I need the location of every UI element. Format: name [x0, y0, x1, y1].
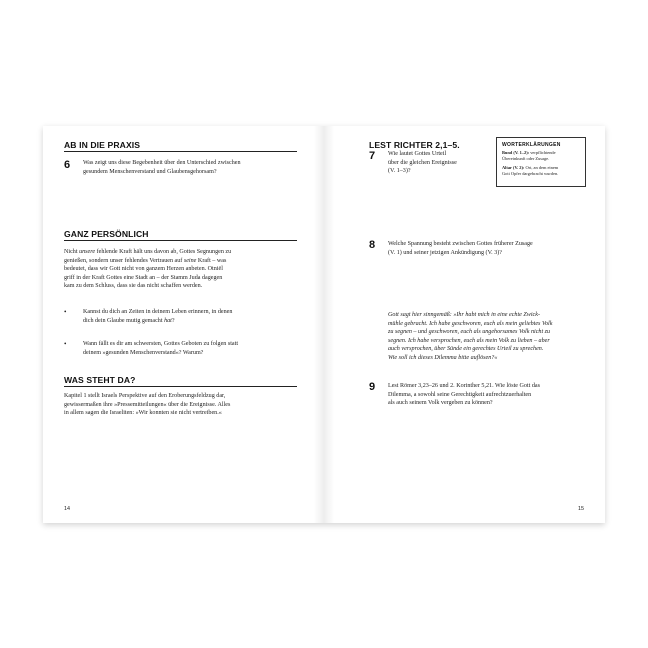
- page-number-left: 14: [64, 506, 70, 512]
- heading-lest-richter: LEST RICHTER 2,1–5.: [369, 140, 460, 150]
- text-line: Was zeigt uns diese Begebenheit über den Unterschied zwischen: [83, 160, 241, 166]
- text-line: auch versprochen, über Sünde ein gerechtes Urteil zu sprechen.: [388, 346, 544, 353]
- text-line: genießen, sondern unser fehlendes Vertrauen auf seine Kraft – was: [64, 257, 227, 264]
- text-line: als auch seinem Volk vergeben zu können?: [388, 400, 493, 407]
- text-line: mühle gebracht. Ich habe geschworen, euch als mein geliebtes Volk: [388, 320, 553, 327]
- question-number-6: 6: [64, 159, 71, 171]
- question-number-9: 9: [369, 381, 376, 393]
- text-line: Kapitel 1 stellt Israels Perspektive auf den Eroberungsfeldzug dar,: [64, 393, 226, 399]
- was-steht-da-paragraph: [64, 392, 304, 418]
- text-line: Wie soll ich dieses Dilemma bitte auflösen?«: [388, 354, 498, 361]
- text-line: kam zu dem Schluss, dass sie das nicht schaffen werden.: [64, 283, 203, 290]
- text-line: (V. 1–3)?: [388, 168, 411, 175]
- text-line: griff in der Kraft Gottes eine Stadt an – der Stamm Juda dagegen: [64, 274, 223, 281]
- text-line: Wie lautet Gottes Urteil: [388, 151, 447, 157]
- heading-was-steht-da: WAS STEHT DA?: [64, 375, 136, 385]
- personal-paragraph: [64, 248, 304, 291]
- text-line: Kannst du dich an Zeiten in deinem Leben erinnern, in denen: [83, 309, 233, 315]
- glossary-entry-altar: Altar (V. 2): Ort, an dem einem Gott Opfer dargebracht wurden.: [502, 165, 559, 176]
- heading-ab-in-die-praxis: AB IN DIE PRAXIS: [64, 140, 141, 150]
- book-spread: [43, 126, 605, 523]
- question-8-text: [388, 240, 533, 257]
- text-line: segnen. Ich habe versprochen, euch als mein Volk zu lieben – aber: [388, 337, 550, 344]
- text-line: gewissermaßen ihre »Pressemitteilungen« über die Ereignisse. Alles: [64, 401, 231, 408]
- glossary-entry-bund: Bund (V. 1–2): verpflichtende Übereinkunft oder Zusage.: [502, 150, 556, 161]
- question-number-8: 8: [369, 239, 376, 251]
- text-line: Lest Römer 3,23–26 und 2. Korinther 5,21. Wie löste Gott das: [388, 383, 540, 389]
- question-6-text: [83, 159, 241, 176]
- text-line: Nicht unsere fehlende Kraft hält uns davon ab, Gottes Segnungen zu: [64, 249, 232, 255]
- bullet-point: •: [64, 308, 67, 316]
- god-quote: [388, 311, 552, 363]
- text-line: gesundem Menschenverstand und Glaubensgehorsam?: [83, 168, 217, 175]
- text-line: über die gleichen Ereignisse: [388, 159, 457, 166]
- heading-rule: [64, 151, 297, 152]
- text-line: dich dein Glaube mutig gemacht hat?: [83, 317, 175, 324]
- heading-rule: [64, 386, 297, 387]
- question-number-7: 7: [369, 150, 376, 162]
- text-line: in allem sagen die Israeliten: »Wir konnten sie nicht vertreiben.«: [64, 410, 222, 417]
- text-line: (V. 1) und seiner jetzigen Ankündigung (V. 3)?: [388, 249, 503, 256]
- bullet-1-text: [83, 308, 232, 325]
- bullet-point: •: [64, 340, 67, 348]
- question-9-text: [388, 382, 540, 408]
- word-explanations-title: WORTERKLÄRUNGEN: [502, 142, 561, 148]
- text-line: Welche Spannung besteht zwischen Gottes früherer Zusage: [388, 241, 533, 247]
- left-page: [43, 126, 324, 523]
- text-line: Wann fällt es dir am schwersten, Gottes Geboten zu folgen statt: [83, 341, 239, 347]
- heading-rule: [64, 240, 297, 241]
- page-number-right: 15: [578, 506, 584, 512]
- left-gutter-shadow: [314, 126, 324, 523]
- text-line: Gott sagt hier sinngemäß: »Ihr habt mich in eine echte Zwick-: [388, 312, 540, 318]
- bullet-2-text: [83, 340, 238, 357]
- right-page: [324, 126, 605, 523]
- heading-ganz-persoenlich: GANZ PERSÖNLICH: [64, 229, 149, 239]
- text-line: zu segnen – und geschworen, euch als ungehorsames Volk nicht zu: [388, 329, 551, 336]
- text-line: bedeutet, dass wir Gott nicht von ganzem Herzen anbeten. Otniël: [64, 266, 223, 273]
- question-7-text: [388, 150, 457, 176]
- text-line: deinem »gesunden Menschenverstand«? Warum?: [83, 349, 204, 356]
- text-line: Dilemma, a sowohl seine Gerechtigkeit aufrechtzuerhalten: [388, 391, 532, 398]
- word-explanations-box: [496, 137, 586, 187]
- right-gutter-shadow: [324, 126, 334, 523]
